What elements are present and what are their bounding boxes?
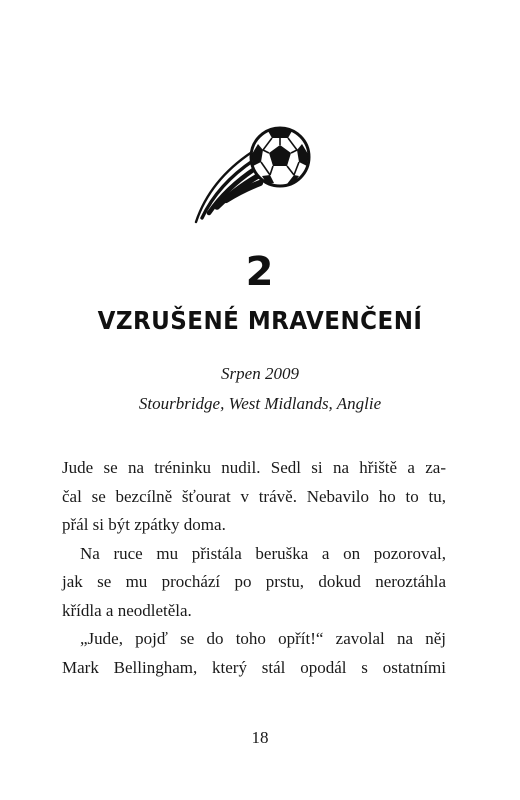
soccer-ball-icon: [188, 118, 318, 228]
text-line: Jude se na tréninku nudil. Sedl si na hřiště a za-: [62, 458, 446, 477]
paragraph: [62, 625, 446, 682]
text-line: „Jude, pojď se do toho opřít!“ zavolal na něj: [80, 629, 446, 648]
paragraph: [62, 540, 446, 626]
page-number: 18: [251, 728, 269, 747]
chapter-body: [62, 454, 446, 682]
text-line: Na ruce mu přistála beruška a on pozoroval,: [80, 543, 446, 563]
dateline-date: Srpen 2009: [221, 364, 299, 383]
dateline-place: Stourbridge, West Midlands, Anglie: [138, 394, 382, 413]
text-line: jak se mu prochází po prstu, dokud neroztáhla: [62, 572, 446, 591]
text-line: Mark Bellingham, který stál opodál s ostatními: [62, 657, 446, 677]
paragraph: [62, 454, 446, 540]
text-line: čal se bezcílně šťourat v trávě. Nebavilo ho to tu,: [62, 486, 446, 506]
text-line: křídla a neodletěla.: [62, 600, 192, 620]
chapter-number: 2: [245, 249, 275, 295]
ball: [251, 128, 309, 186]
chapter-title: VZRUŠENÉ MRAVENČENÍ: [97, 306, 423, 335]
soccer-ball-graphic: [188, 118, 318, 228]
text-line: přál si být zpátky doma.: [62, 515, 226, 534]
